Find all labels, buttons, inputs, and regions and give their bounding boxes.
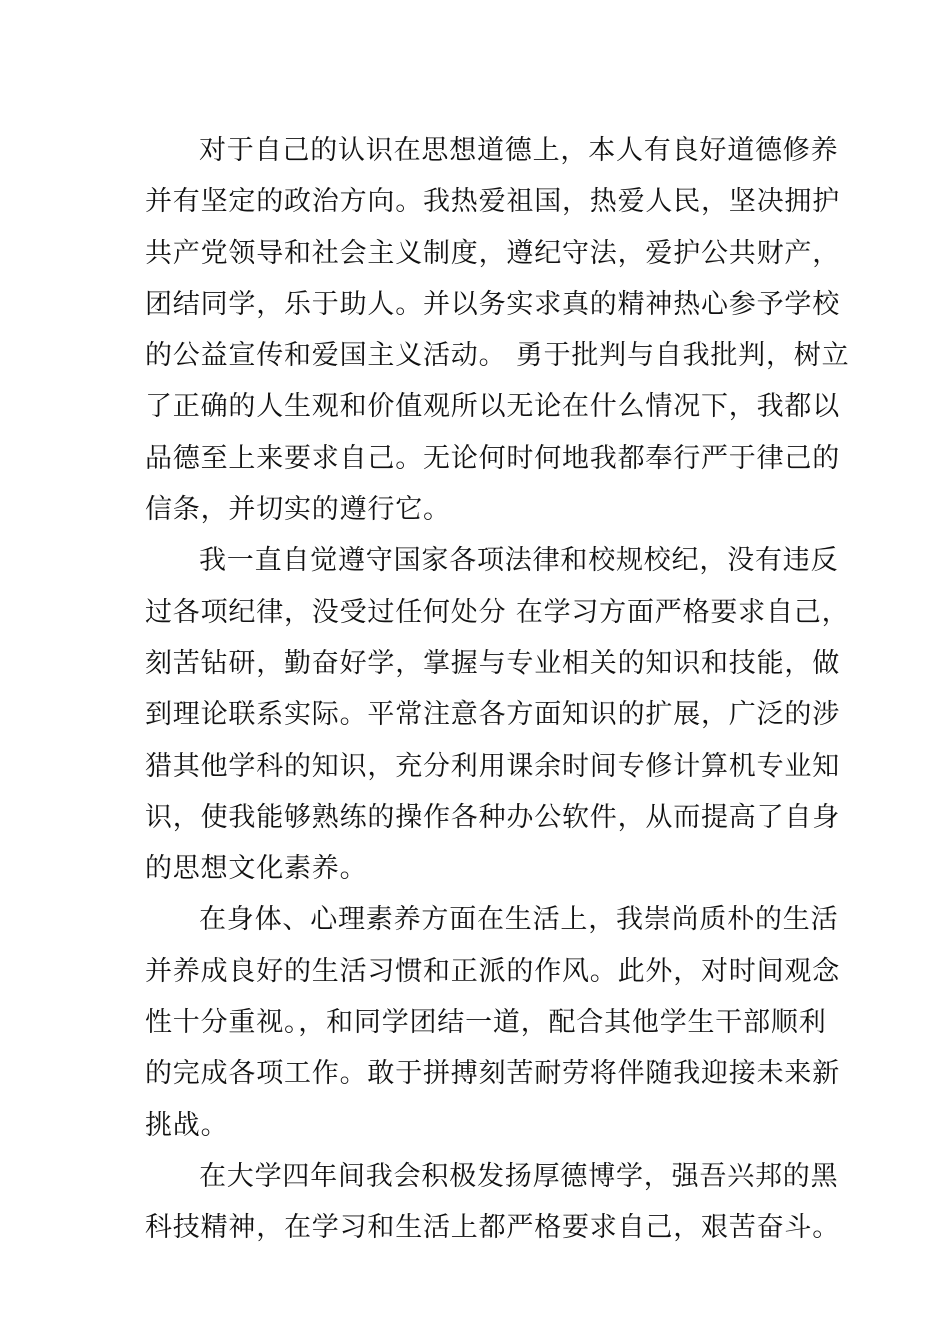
paragraph-4-line-1: 在大学四年间我会积极发扬厚德博学，强吾兴邦的黑 [199,1160,839,1192]
paragraph-3-line-3: 性十分重视。，和同学团结一道，配合其他学生干部顺利 [145,1007,827,1039]
document-body [145,125,850,1254]
paragraph-2-line-2: 过各项纪律，没受过任何处分 在学习方面严格要求自己， [145,596,850,628]
paragraph-1-line-5: 的公益宣传和爱国主义活动。 勇于批判与自我批判，树立 [145,340,850,372]
paragraph-2-line-7: 的思想文化素养。 [145,853,368,885]
paragraph-1-line-3: 共产党领导和社会主义制度，遵纪守法，爱护公共财产， [145,237,840,269]
paragraph-3-line-4: 的完成各项工作。敢于拼搏刻苦耐劳将伴随我迎接未来新 [145,1058,840,1090]
paragraph-2-line-1: 我一直自觉遵守国家各项法律和校规校纪，没有违反 [199,545,839,577]
paragraph-1-line-7: 品德至上来要求自己。无论何时何地我都奉行严于律己的 [145,442,840,474]
paragraph-3-line-5: 挑战。 [145,1109,229,1141]
paragraph-2-line-3: 刻苦钻研，勤奋好学，掌握与专业相关的知识和技能，做 [145,647,840,679]
paragraph-1-line-8: 信条，并切实的遵行它。 [145,494,451,526]
paragraph-2-line-6: 识，使我能够熟练的操作各种办公软件，从而提高了自身 [145,801,840,833]
paragraph-4-line-2: 科技精神，在学习和生活上都严格要求自己，艰苦奋斗。 [145,1212,840,1244]
paragraph-1-line-1: 对于自己的认识在思想道德上，本人有良好道德修养 [199,135,839,166]
paragraph-3-line-1: 在身体、心理素养方面在生活上，我崇尚质朴的生活 [199,904,839,936]
paragraph-1-line-2: 并有坚定的政治方向。我热爱祖国，热爱人民，坚决拥护 [145,186,840,218]
paragraph-1-line-6: 了正确的人生观和价值观所以无论在什么情况下，我都以 [145,391,840,423]
paragraph-2-line-4: 到理论联系实际。平常注意各方面知识的扩展，广泛的涉 [145,699,840,731]
paragraph-1-line-4: 团结同学，乐于助人。并以务实求真的精神热心参予学校 [145,288,840,320]
paragraph-3-line-2: 并养成良好的生活习惯和正派的作风。此外，对时间观念 [145,955,840,987]
paragraph-2-line-5: 猎其他学科的知识，充分利用课余时间专修计算机专业知 [145,750,840,782]
